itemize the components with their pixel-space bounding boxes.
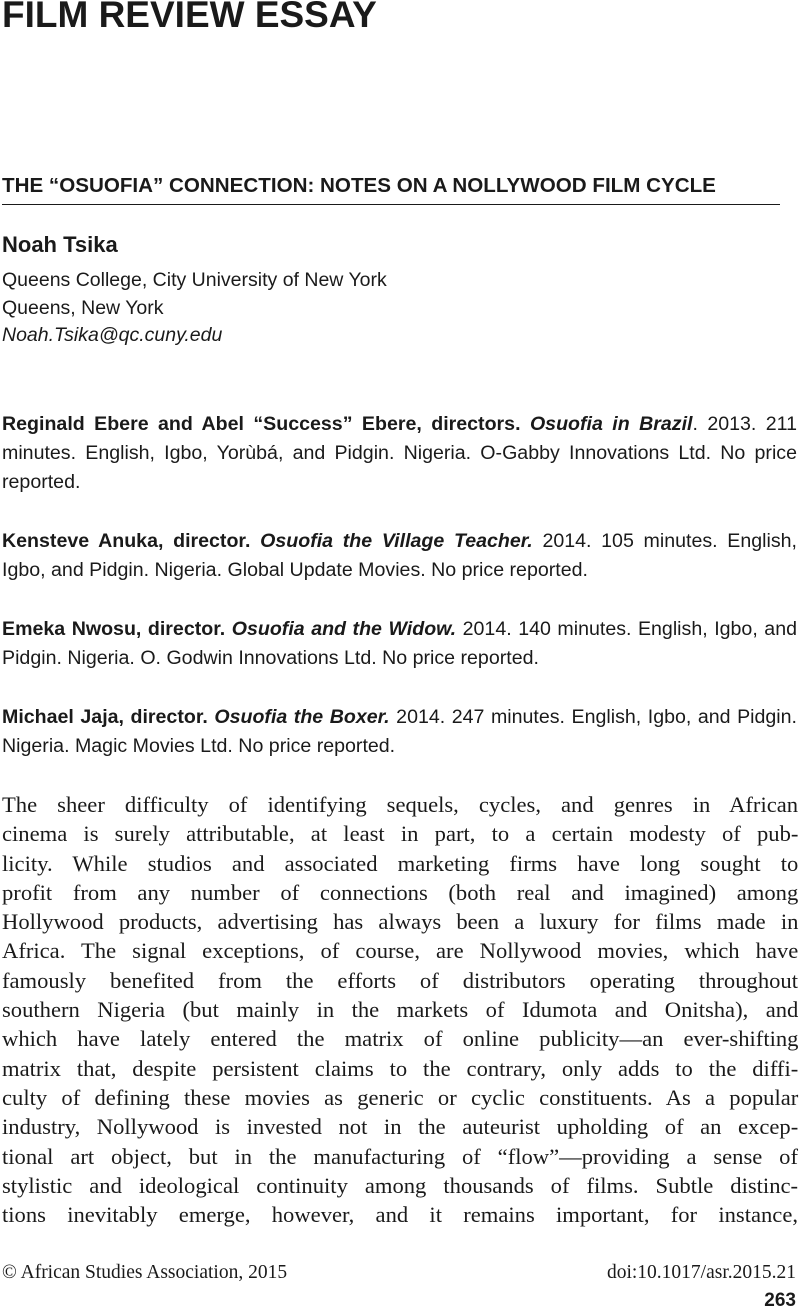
review-entry — [2, 703, 797, 761]
body-line: licity. While studios and associated marketing firms have long sought to — [2, 850, 799, 876]
body-line: profit from any number of connections (both real and imagined) among — [2, 879, 799, 905]
review-details: 2014. 140 minutes. English, Igbo, and Pidgin. Nigeria. O. Godwin Innovations Ltd. No price reported. — [2, 618, 797, 669]
body-line: The sheer difficulty of identifying sequels, cycles, and genres in African — [2, 792, 799, 817]
review-entry — [2, 527, 797, 585]
review-entry — [2, 615, 797, 673]
body-line: famously benefited from the efforts of distributors operating throughout — [2, 967, 798, 993]
body-line: cinema is surely attributable, at least in part, to a certain modesty of pub- — [2, 821, 799, 847]
body-line: tional art object, but in the manufacturing of “flow”—providing a sense of — [2, 1143, 798, 1169]
review-details: 2014. 105 minutes. English, Igbo, and Pidgin. Nigeria. Global Update Movies. No price reported. — [2, 530, 797, 581]
body-line: Hollywood products, advertising has always been a luxury for films made in — [2, 909, 799, 935]
body-paragraph — [2, 790, 798, 1229]
review-film-title: Osuofia the Village Teacher. — [260, 530, 533, 552]
copyright-notice: © African Studies Association, 2015 — [2, 1262, 288, 1283]
review-film-title: Osuofia and the Widow. — [231, 618, 457, 640]
page-number: 263 — [764, 1290, 796, 1311]
review-details: . 2013. 211 minutes. English, Igbo, Yorùbá, and Pidgin. Nigeria. O-Gabby Innovations Ltd. No price reported. — [2, 413, 797, 493]
review-entry — [2, 410, 797, 497]
body-line: Africa. The signal exceptions, of course, are Nollywood movies, which have — [2, 938, 799, 964]
review-film-title: Osuofia in Brazil — [529, 413, 693, 435]
body-line: tions inevitably emerge, however, and it remains important, for instance, — [2, 1202, 798, 1228]
body-line: stylistic and ideological continuity among thousands of films. Subtle distinc- — [2, 1172, 799, 1198]
affiliation-institution: Queens College, City University of New York — [2, 269, 387, 291]
body-line: culty of defining these movies as generic or cyclic constituents. As a popular — [2, 1084, 799, 1110]
body-line: matrix that, despite persistent claims to the contrary, only adds to the diffi- — [2, 1055, 799, 1081]
body-line: southern Nigeria (but mainly in the markets of Idumota and Onitsha), and — [2, 997, 799, 1023]
article-title: THE “OSUOFIA” CONNECTION: NOTES ON A NOLLYWOOD FILM CYCLE — [2, 174, 780, 205]
author-email[interactable]: Noah.Tsika@qc.cuny.edu — [2, 324, 223, 346]
section-label: FILM REVIEW ESSAY — [2, 0, 377, 35]
body-line: industry, Nollywood is invested not in the auteurist upholding of an excep- — [2, 1114, 799, 1140]
review-directors: Reginald Ebere and Abel “Success” Ebere, directors. — [2, 413, 521, 435]
affiliation-location: Queens, New York — [2, 297, 164, 319]
review-film-title: Osuofia the Boxer. — [214, 706, 390, 728]
review-directors: Michael Jaja, director. — [2, 706, 208, 728]
review-directors: Emeka Nwosu, director. — [2, 618, 226, 640]
doi-link[interactable]: doi:10.1017/asr.2015.21 — [606, 1262, 796, 1283]
author-name: Noah Tsika — [2, 232, 118, 257]
body-line: which have lately entered the matrix of online publicity—an ever-shifting — [2, 1026, 799, 1052]
review-details: 2014. 247 minutes. English, Igbo, and Pidgin. Nigeria. Magic Movies Ltd. No price reported. — [2, 706, 797, 757]
review-directors: Kensteve Anuka, director. — [2, 530, 251, 552]
